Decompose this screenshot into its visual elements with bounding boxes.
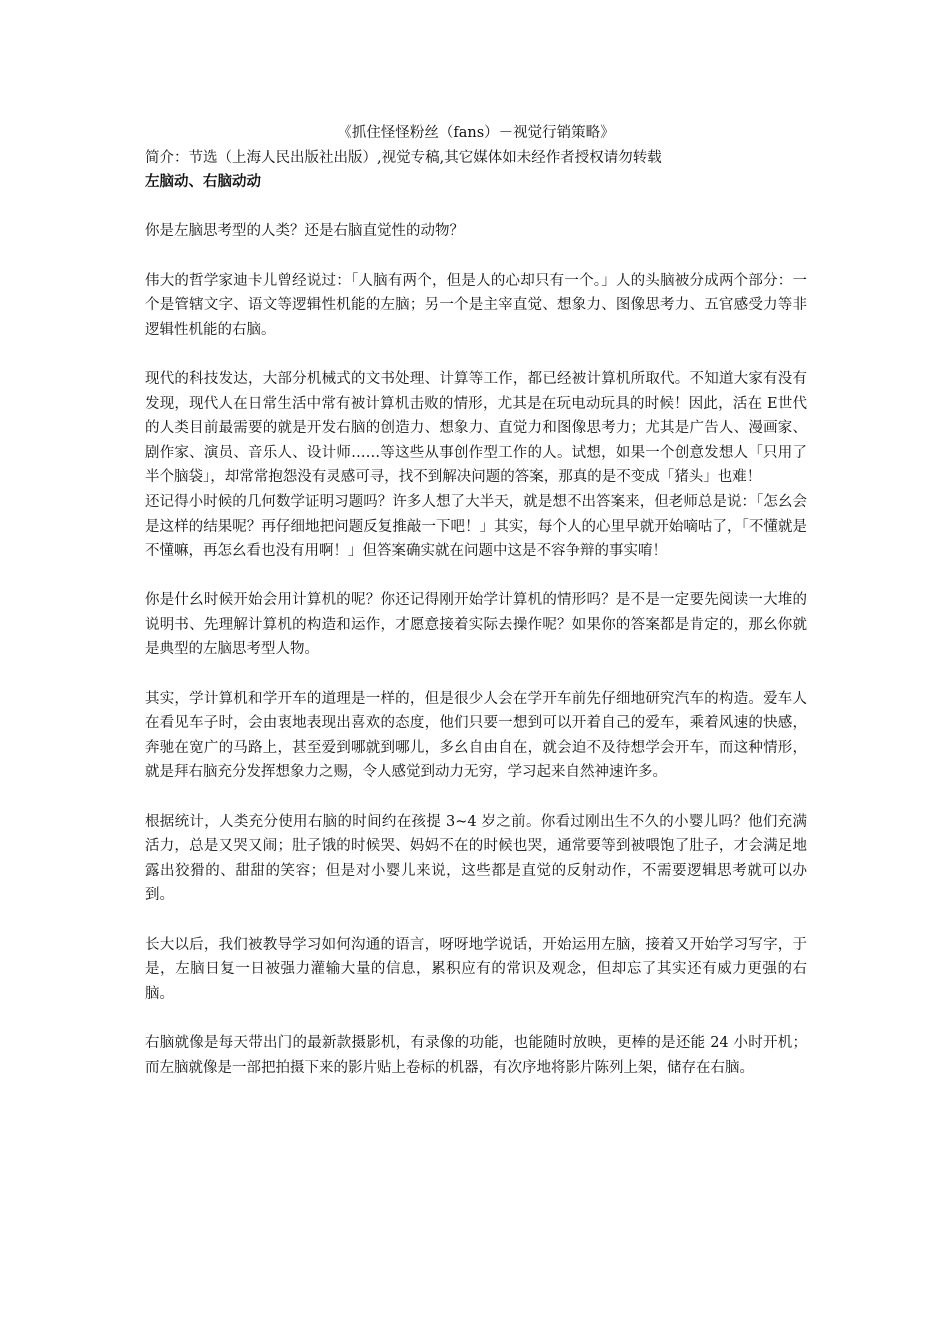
spacer	[145, 564, 807, 589]
section-heading: 左脑动、右脑动动	[145, 173, 261, 191]
paragraph: 长大以后，我们被教导学习如何沟通的语言，呀呀地学说话，开始运用左脑，接着又开始学习写字，于是，左脑日复一日被强力灌输大量的信息，累积应有的常识及观念，但却忘了其实还有威力更强的右脑。	[145, 936, 807, 1002]
spacer	[145, 342, 807, 367]
paragraph: 伟大的哲学家迪卡儿曾经说过：「人脑有两个，但是人的心却只有一个。」人的头脑被分成两个部分：一个是管辖文字、语文等逻辑性机能的左脑；另一个是主宰直觉、想象力、图像思考力、五官感受力等非逻辑性机能的右脑。	[145, 272, 807, 338]
paragraph: 你是什幺时候开始会用计算机的呢？你还记得刚开始学计算机的情形吗？是不是一定要先阅读一大堆的说明书、先理解计算机的构造和运作，才愿意接着实际去操作呢？如果你的答案都是肯定的，那幺你就是典型的左脑思考型人物。	[145, 592, 807, 658]
spacer	[145, 785, 807, 810]
document-page	[145, 121, 807, 1080]
paragraph: 还记得小时候的几何数学证明习题吗？许多人想了大半天，就是想不出答案来，但老师总是说：「怎幺会是这样的结果呢？再仔细地把问题反复推敲一下吧！」其实，每个人的心里早就开始嘀咕了，「不懂就是不懂嘛，再怎幺看也没有用啊！」但答案确实就在问题中这是不容争辩的事实唷！	[145, 493, 807, 560]
paragraph: 其实，学计算机和学开车的道理是一样的，但是很少人会在学开车前先仔细地研究汽车的构造。爱车人在看见车子时，会由衷地表现出喜欢的态度，他们只要一想到可以开着自己的爱车，乘着风速的快感，奔驰在宽广的马路上，甚至爱到哪就到哪儿，多幺自由自在，就会迫不及待想学会开车，而这种情形，就是拜右脑充分发挥想象力之赐，令人感觉到动力无穷，学习起来自然神速许多。	[145, 690, 807, 781]
spacer	[145, 244, 807, 269]
document-title: 《抓住怪怪粉丝（fans）－视觉行销策略》	[337, 125, 615, 141]
spacer	[145, 1006, 807, 1031]
document-intro: 简介：节选（上海人民出版社出版）,视觉专稿,其它媒体如未经作者授权请勿转载	[145, 149, 662, 166]
spacer	[145, 662, 807, 687]
spacer	[145, 195, 807, 220]
paragraph: 根据统计，人类充分使用右脑的时间约在孩提 3~4 岁之前。你看过刚出生不久的小婴儿吗？他们充满活力，总是又哭又闹；肚子饿的时候哭、妈妈不在的时候也哭，通常要等到被喂饱了肚子，才会满足地露出狡猾的、甜甜的笑容；但是对小婴儿来说，这些都是直觉的反射动作，不需要逻辑思考就可以办到。	[145, 813, 807, 904]
paragraph: 现代的科技发达，大部分机械式的文书处理、计算等工作，都已经被计算机所取代。不知道大家有没有发现，现代人在日常生活中常有被计算机击败的情形，尤其是在玩电动玩具的时候！因此，活在 E世代的人类目前最需要的就是开发右脑的创造力、想象力、直觉力和图像思考力；尤其是广告人、漫画家、剧作家、演员、音乐人、设计师……等这些从事创作型工作的人。试想，如果一个创意发想人「只用了半个脑袋」，却常常抱怨没有灵感可寻，找不到解决问题的答案，那真的是不变成「猪头」也难！	[145, 370, 807, 486]
paragraph: 右脑就像是每天带出门的最新款摄影机，有录像的功能，也能随时放映，更棒的是还能 24 小时开机；而左脑就像是一部把拍摄下来的影片贴上卷标的机器，有次序地将影片陈列上架，储存在右脑。	[145, 1034, 807, 1076]
spacer	[145, 908, 807, 933]
paragraph: 你是左脑思考型的人类？还是右脑直觉性的动物？	[145, 223, 464, 240]
